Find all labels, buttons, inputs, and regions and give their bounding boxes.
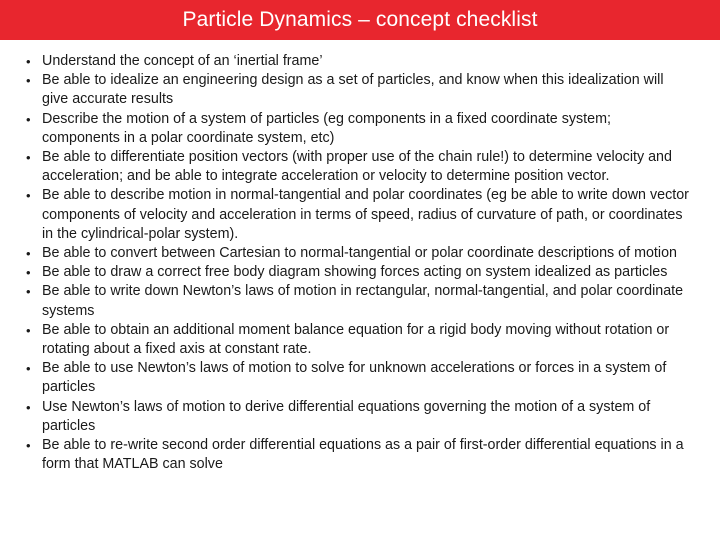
list-item-text: Be able to convert between Cartesian to normal-tangential or polar coordinate descriptions of motion <box>42 245 677 262</box>
page-title: Particle Dynamics – concept checklist <box>182 8 538 31</box>
list-item <box>0 436 720 474</box>
bullet-icon: • <box>26 438 31 454</box>
list-item <box>0 263 720 282</box>
bullet-icon: • <box>26 246 31 262</box>
concept-checklist <box>0 52 720 474</box>
bullet-icon: • <box>26 361 31 377</box>
list-item-text: Be able to describe motion in normal-tangential and polar coordinates (eg be able to write down vector components of velocity and acceleration in terms of speed, radius of curvature of path, or coordinates in the cylindrical-polar system). <box>42 187 689 242</box>
bullet-icon: • <box>26 111 31 127</box>
bullet-icon: • <box>26 265 31 281</box>
list-item <box>0 321 720 359</box>
list-item <box>0 110 720 148</box>
list-item-text: Be able to obtain an additional moment balance equation for a rigid body moving without rotation or rotating about a fixed axis at constant rate. <box>42 321 670 358</box>
list-item <box>0 186 720 244</box>
bullet-icon: • <box>26 73 31 89</box>
list-item <box>0 52 720 71</box>
list-item <box>0 282 720 320</box>
list-item-text: Be able to use Newton’s laws of motion to solve for unknown accelerations or forces in a system of particles <box>42 360 667 396</box>
bullet-icon: • <box>26 188 31 204</box>
list-item-text: Describe the motion of a system of particles (eg components in a fixed coordinate system; components in a polar coordinate system, etc) <box>42 110 611 146</box>
bullet-icon: • <box>26 150 31 166</box>
title-bar <box>0 0 720 40</box>
list-item <box>0 359 720 397</box>
bullet-icon: • <box>26 54 31 69</box>
list-item-text: Be able to differentiate position vectors (with proper use of the chain rule!) to determine velocity and acceleration; and be able to integrate acceleration or velocity to determine position vector. <box>42 149 672 185</box>
list-item <box>0 148 720 186</box>
list-item <box>0 71 720 109</box>
list-item-text: Be able to draw a correct free body diagram showing forces acting on system idealized as particles <box>42 264 668 281</box>
list-item-text: Be able to re-write second order differential equations as a pair of first-order differential equations in a form that MATLAB can solve <box>42 437 684 473</box>
list-item-text: Be able to write down Newton’s laws of motion in rectangular, normal-tangential, and polar coordinate systems <box>42 283 684 319</box>
bullet-icon: • <box>26 399 31 415</box>
bullet-icon: • <box>26 284 31 300</box>
list-item <box>0 244 720 263</box>
list-item-text: Be able to idealize an engineering design as a set of particles, and know when this idealization will give accurate results <box>42 72 664 108</box>
list-item-text: Use Newton’s laws of motion to derive differential equations governing the motion of a system of particles <box>42 398 651 434</box>
list-item <box>0 398 720 436</box>
list-item-text: Understand the concept of an ‘inertial frame’ <box>42 53 323 69</box>
bullet-icon: • <box>26 322 31 338</box>
